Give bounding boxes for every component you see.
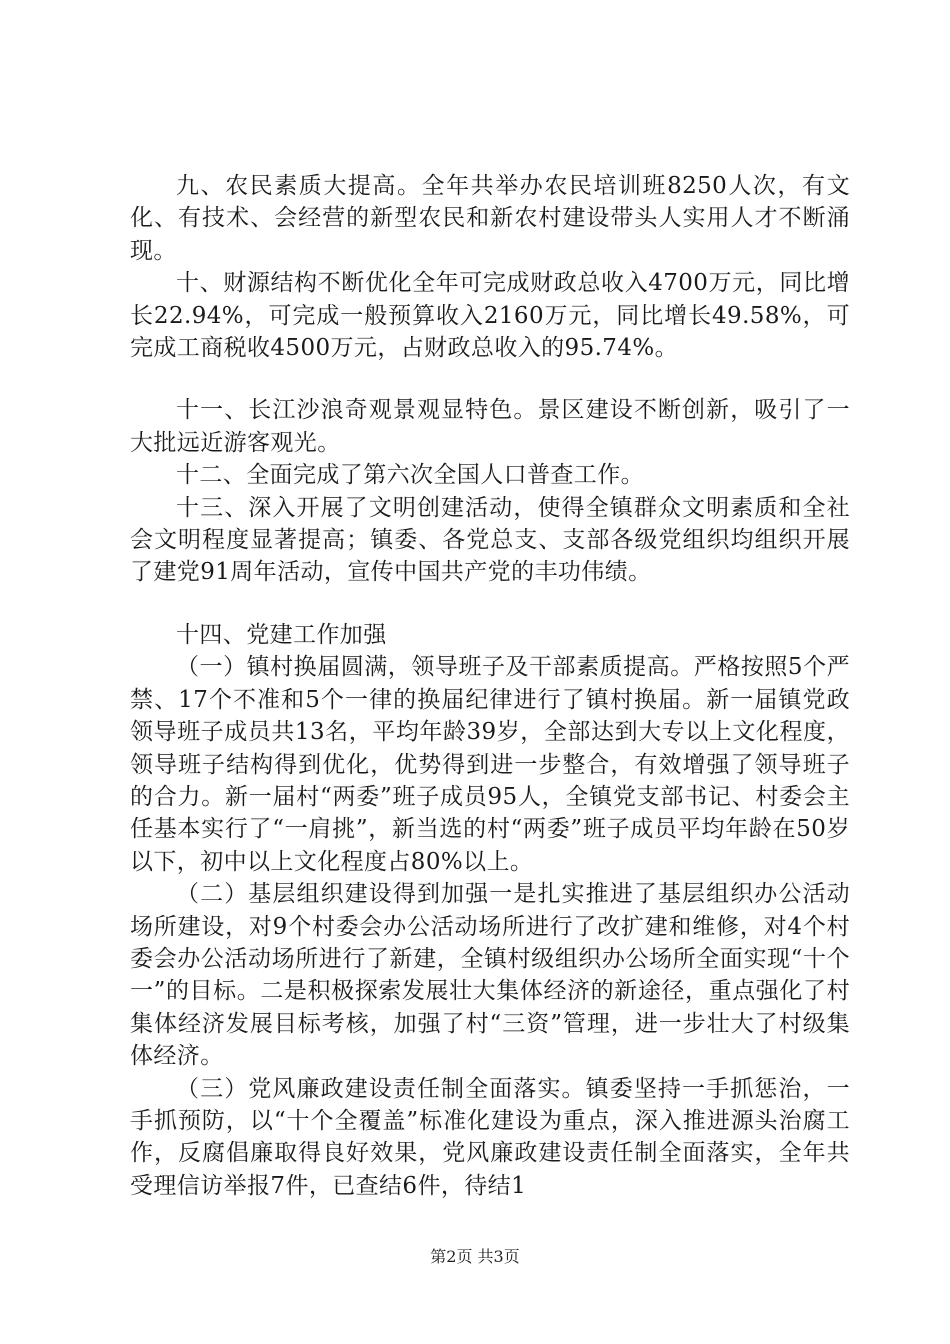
document-body: [130, 170, 850, 1202]
paragraph-eleven: 十一、长江沙浪奇观景观显特色。景区建设不断创新，吸引了一大批远近游客观光。: [130, 397, 850, 456]
paragraph-fourteen-three: （三）党风廉政建设责任制全面落实。镇委坚持一手抓惩治，一手抓预防，以“十个全覆盖”标准化建设为重点，深入推进源头治腐工作，反腐倡廉取得良好效果，党风廉政建设责任制全面落实，全年共受理信访举报7件，已查结6件，待结1: [130, 1075, 850, 1199]
paragraph-twelve: 十二、全面完成了第六次全国人口普查工作。: [176, 462, 644, 489]
paragraph-fourteen-one: （一）镇村换届圆满，领导班子及干部素质提高。严格按照5个严禁、17个不准和5个一律的换届纪律进行了镇村换届。新一届镇党政领导班子成员共13名，平均年龄39岁，全部达到大专以上文化程度，领导班子结构得到优化，优势得到进一步整合，有效增强了领导班子的合力。新一届村“两委”班子成员95人，全镇党支部书记、村委会主任基本实行了“一肩挑”，新当选的村“两委”班子成员平均年龄在50岁以下，初中以上文化程度占80%以上。: [130, 654, 850, 875]
paragraph-thirteen: 十三、深入开展了文明创建活动，使得全镇群众文明素质和全社会文明程度显著提高；镇委、各党总支、支部各级党组织均组织开展了建党91周年活动，宣传中国共产党的丰功伟绩。: [130, 494, 850, 586]
paragraph-fourteen-two: （二）基层组织建设得到加强一是扎实推进了基层组织办公活动场所建设，对9个村委会办公活动场所进行了改扩建和维修，对4个村委会办公活动场所进行了新建，全镇村级组织办公场所全面实现“十个一”的目标。二是积极探索发展壮大集体经济的新途径，重点强化了村集体经济发展目标考核，加强了村“三资”管理，进一步壮大了村级集体经济。: [130, 881, 850, 1070]
paragraph-fourteen-heading: 十四、党建工作加强: [176, 621, 387, 648]
page-footer: 第2页 共3页: [430, 1247, 520, 1266]
paragraph-ten: 十、财源结构不断优化全年可完成财政总收入4700万元，同比增长22.94%，可完成一般预算收入2160万元，同比增长49.58%，可完成工商税收4500万元，占财政总收入的95.74%。: [130, 270, 850, 362]
paragraph-gap: [130, 589, 850, 619]
paragraph-gap: [130, 364, 850, 394]
paragraph-nine: 九、农民素质大提高。全年共举办农民培训班8250人次，有文化、有技术、会经营的新型农民和新农村建设带头人实用人才不断涌现。: [130, 173, 850, 264]
